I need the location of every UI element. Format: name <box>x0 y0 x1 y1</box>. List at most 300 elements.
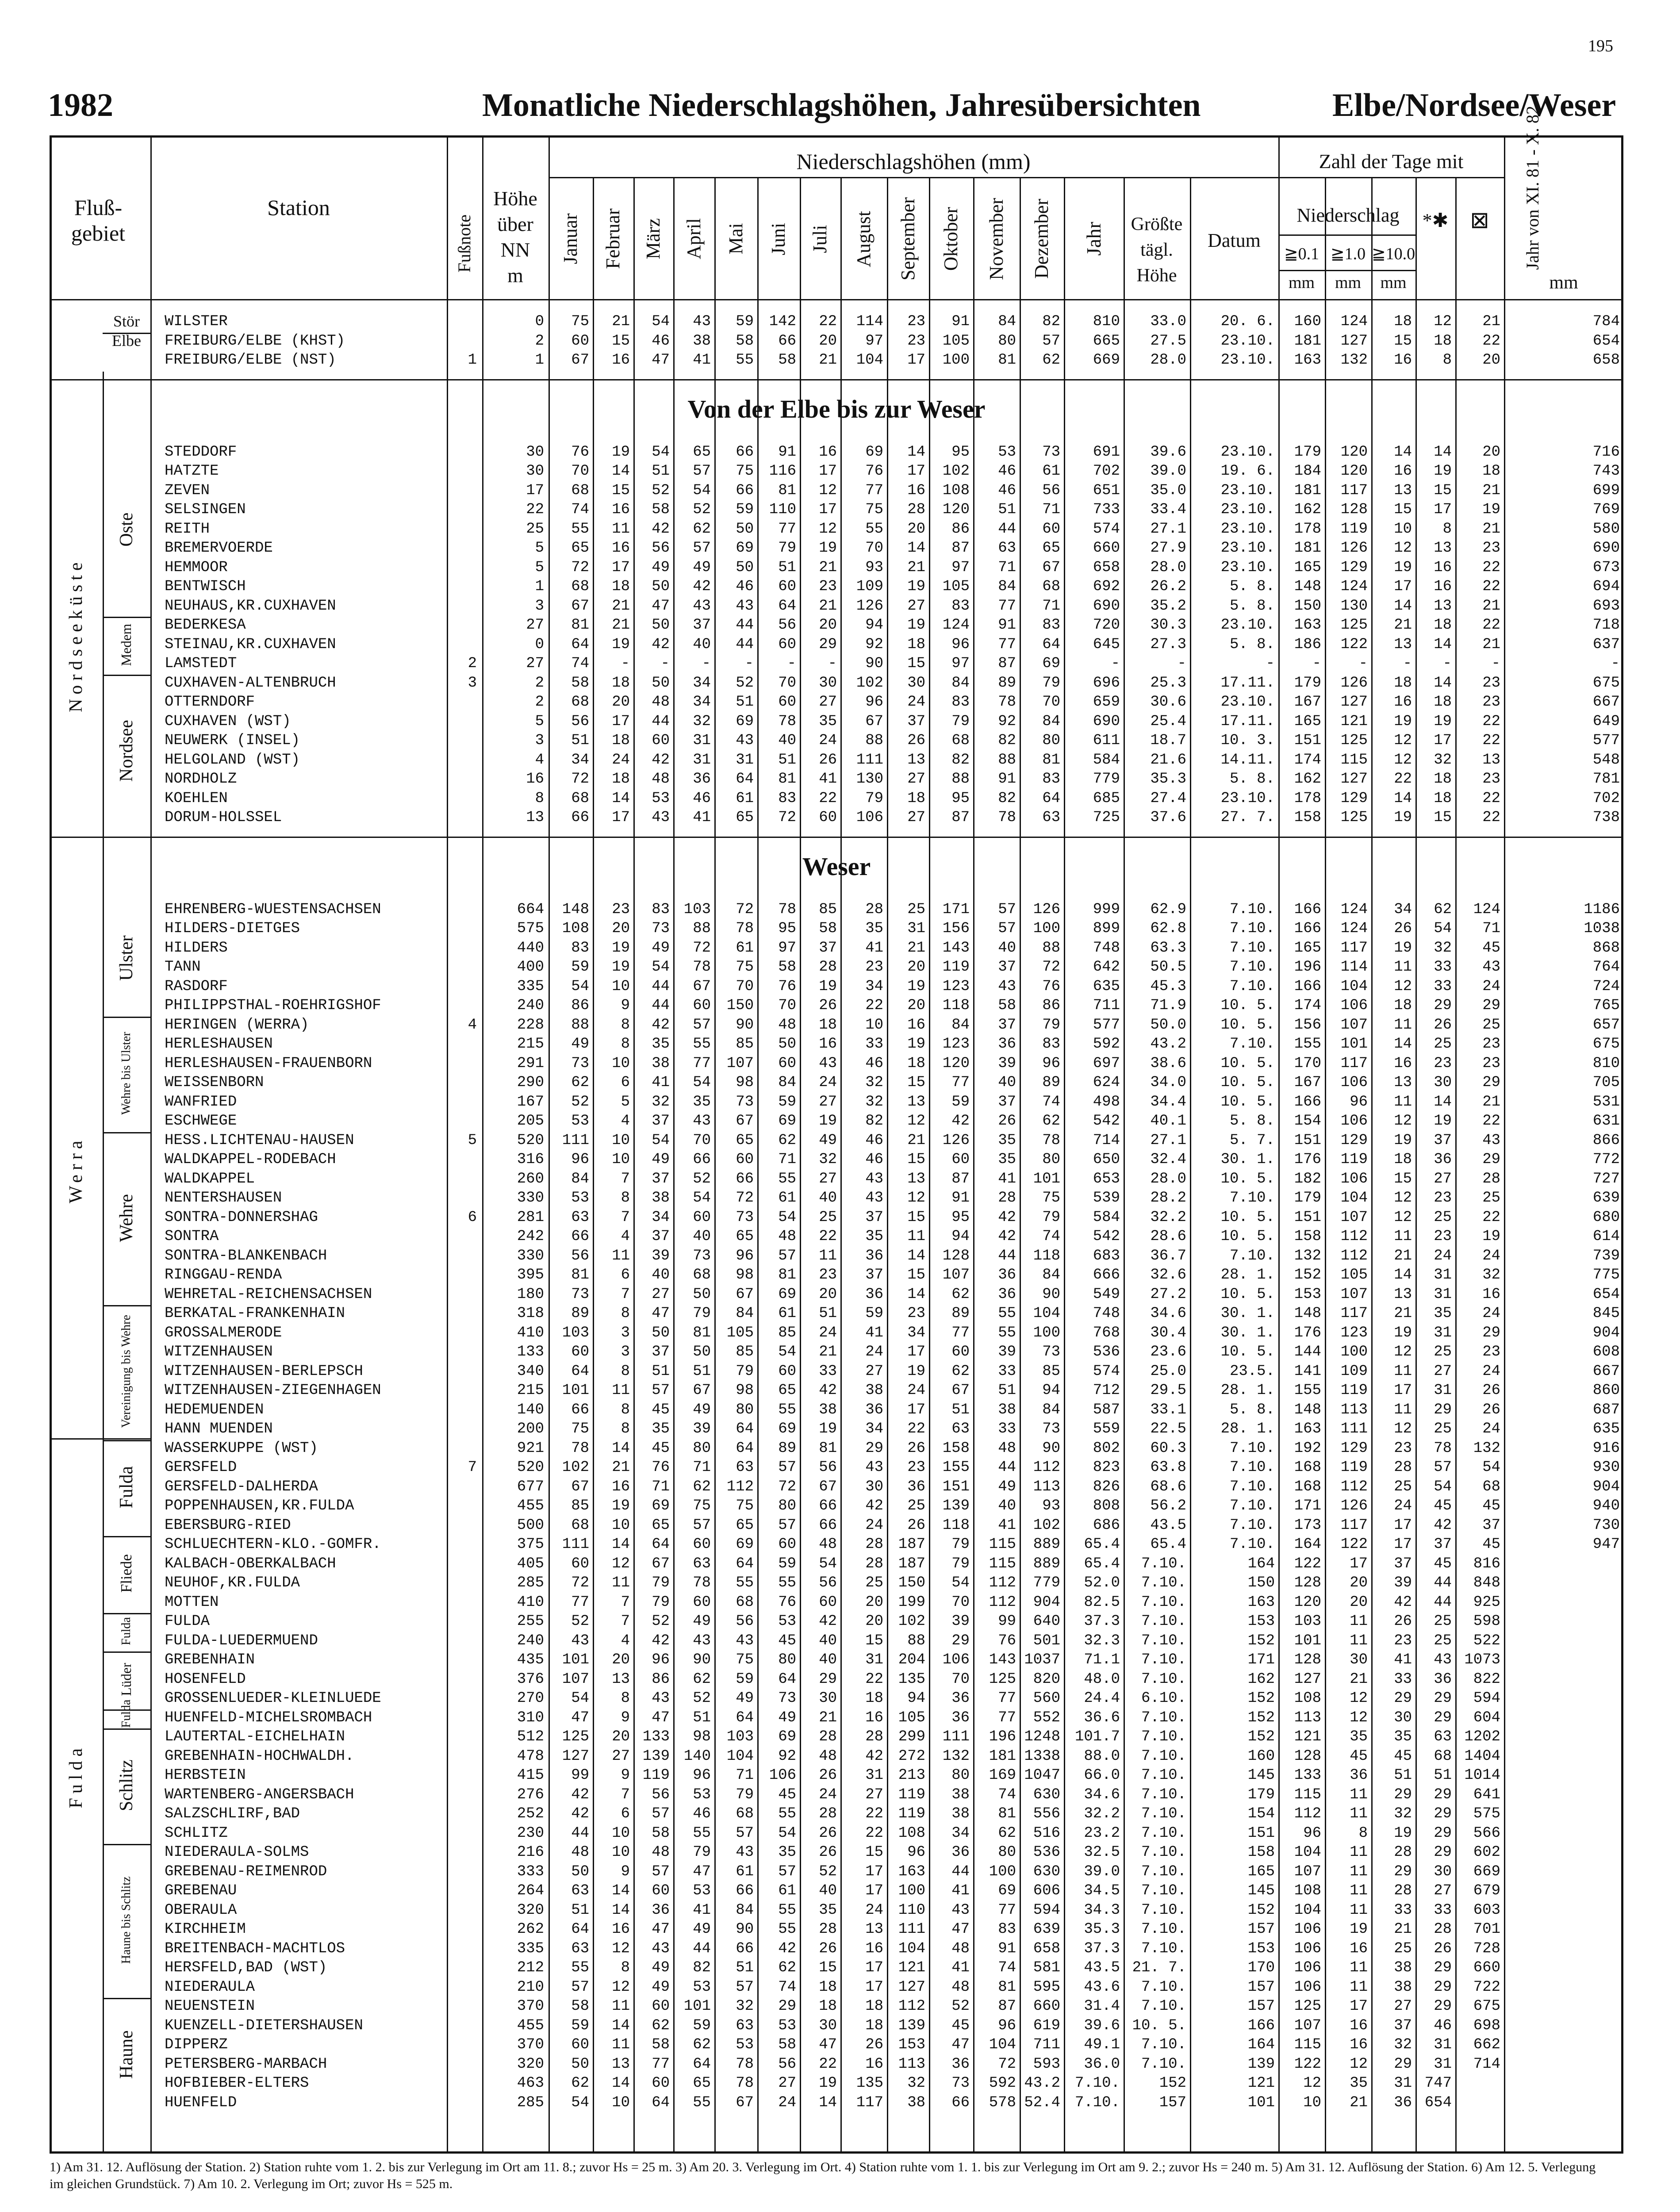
table-row <box>50 2074 1623 2093</box>
height-value: 0 <box>535 636 544 653</box>
cell-value: 54 <box>778 1344 796 1360</box>
cell-value: 705 <box>1592 1074 1620 1091</box>
cell-value: 32 <box>736 1998 754 2015</box>
height-value: 8 <box>535 790 544 807</box>
cell-value: 18 <box>819 1978 837 1996</box>
cell-value: 1186 <box>1584 901 1620 918</box>
cell-value: 37 <box>819 939 837 956</box>
cell-value: 125 <box>989 1671 1016 1688</box>
cell-value: 7.10. <box>1229 978 1275 995</box>
cell-value: 64 <box>571 636 589 653</box>
cell-value: 86 <box>1042 997 1060 1014</box>
cell-value: 46 <box>693 790 711 807</box>
cell-value: 26.2 <box>1150 578 1186 595</box>
cell-value: 106 <box>856 809 883 826</box>
cell-value: 8 <box>621 1305 630 1322</box>
cell-value: 46 <box>998 463 1016 480</box>
cell-value: 64 <box>778 597 796 614</box>
cell-value: 36 <box>998 1267 1016 1283</box>
cell-value: 111 <box>898 1921 925 1938</box>
cell-value: 7.10. <box>1229 1517 1275 1534</box>
cell-value: 79 <box>736 1363 754 1380</box>
cell-value: 20 <box>1350 1594 1368 1611</box>
cell-value: 44 <box>652 713 670 730</box>
cell-value: 24.4 <box>1084 1690 1120 1707</box>
cell-value: 17.11. <box>1220 713 1275 730</box>
cell-value: 35 <box>998 1151 1016 1168</box>
cell-value: 72 <box>736 901 754 918</box>
cell-value: 25 <box>819 1209 837 1226</box>
cell-value: 98 <box>736 1074 754 1091</box>
cell-value: 151 <box>942 1478 970 1495</box>
cell-value: 37 <box>1394 2017 1412 2034</box>
cell-value: 74 <box>571 655 589 672</box>
cell-value: 52 <box>693 1690 711 1707</box>
cell-value: 100 <box>989 1863 1016 1880</box>
cell-value: 16 <box>907 1016 925 1033</box>
cell-value: 34.0 <box>1150 1074 1186 1091</box>
cell-value: 57 <box>1042 332 1060 349</box>
station-name: LAMSTEDT <box>165 655 237 672</box>
snow-thunder-icon: *✱ <box>1422 210 1449 231</box>
cell-value: 694 <box>1592 578 1620 595</box>
cell-value: 64 <box>736 1709 754 1726</box>
cell-value: 176 <box>1294 1151 1321 1168</box>
cell-value: 69 <box>778 1286 796 1303</box>
cell-value: 51 <box>693 1709 711 1726</box>
cell-value: 36 <box>951 2055 970 2073</box>
cell-value: 33 <box>1434 959 1452 975</box>
cell-value: 39.0 <box>1150 463 1186 480</box>
cell-value: 55 <box>693 2094 711 2111</box>
height-value: 30 <box>526 463 544 480</box>
cell-value: 162 <box>1294 771 1321 787</box>
height-value: 478 <box>517 1747 544 1765</box>
cell-value: 587 <box>1093 1401 1120 1418</box>
cell-value: 90 <box>865 655 883 672</box>
cell-value: 566 <box>1473 1824 1500 1842</box>
cell-value: 51 <box>571 732 589 749</box>
cell-value: 50 <box>652 578 670 595</box>
station-name: BEDERKESA <box>165 617 246 634</box>
cell-value: 624 <box>1093 1074 1120 1091</box>
cell-value: 31 <box>736 751 754 768</box>
cell-value: 20. 6. <box>1220 313 1275 330</box>
cell-value: 34 <box>1394 901 1412 918</box>
cell-value: 60 <box>652 2075 670 2092</box>
cell-value: 62 <box>571 1074 589 1091</box>
cell-value: 60 <box>778 1363 796 1380</box>
cell-value: 78 <box>736 2055 754 2073</box>
cell-value: 94 <box>907 1690 925 1707</box>
cell-value: 57 <box>1434 1459 1452 1476</box>
table-row <box>50 1343 1623 1362</box>
station-name: HUENFELD <box>165 2094 237 2111</box>
cell-value: 40 <box>998 1074 1016 1091</box>
cell-value: 38 <box>907 2094 925 2111</box>
cell-value: 71 <box>778 1151 796 1168</box>
cell-value: 714 <box>1093 1132 1120 1149</box>
cell-value: 28 <box>819 1728 837 1745</box>
cell-value: 127 <box>898 1978 925 1996</box>
cell-value: 7.10. <box>1229 1440 1275 1457</box>
cell-value: 35 <box>652 1421 670 1437</box>
cell-value: 28 <box>1394 1459 1412 1476</box>
cell-value: 47 <box>693 1863 711 1880</box>
cell-value: 125 <box>562 1728 589 1745</box>
height-value: 285 <box>517 1575 544 1591</box>
cell-value: 81 <box>571 1267 589 1283</box>
cell-value: 56 <box>571 713 589 730</box>
cell-value: 9 <box>621 1863 630 1880</box>
cell-value: 679 <box>1473 1882 1500 1899</box>
cell-value: 139 <box>1247 2055 1275 2073</box>
cell-value: 25 <box>865 1575 883 1591</box>
cell-value: 152 <box>1247 1901 1275 1919</box>
cell-value: 96 <box>1350 1093 1368 1110</box>
cell-value: 7.10. <box>1141 1978 1186 1996</box>
table-row <box>50 1247 1623 1266</box>
cell-value: 17 <box>1394 1536 1412 1553</box>
cell-value: 118 <box>1033 1247 1060 1264</box>
height-value: 0 <box>535 313 544 330</box>
cell-value: 654 <box>1592 1286 1620 1303</box>
cell-value: 80 <box>778 1651 796 1668</box>
table-row <box>50 351 1623 370</box>
cell-value: 91 <box>778 443 796 461</box>
cell-value: 7.10. <box>1141 1651 1186 1668</box>
cell-value: 65.4 <box>1084 1536 1120 1553</box>
cell-value: 61 <box>736 1863 754 1880</box>
cell-value: 57 <box>778 1863 796 1880</box>
cell-value: 54 <box>1482 1459 1500 1476</box>
river-group-label: Fulda <box>119 1617 133 1646</box>
cell-value: 7.10. <box>1229 1536 1275 1553</box>
cell-value: 14 <box>612 790 630 807</box>
cell-value: 78 <box>1042 1132 1060 1149</box>
cell-value: 14 <box>612 2075 630 2092</box>
cell-value: 49 <box>736 1690 754 1707</box>
cell-value: 76 <box>778 1594 796 1611</box>
cell-value: 70 <box>693 1132 711 1149</box>
cell-value: - <box>621 655 630 672</box>
cell-value: 85 <box>1042 1363 1060 1380</box>
station-name: SELSINGEN <box>165 501 246 518</box>
cell-value: 724 <box>1592 978 1620 995</box>
table-row <box>50 597 1623 616</box>
cell-value: 14 <box>907 443 925 461</box>
cell-value: 10. 3. <box>1220 732 1275 749</box>
cell-value: 39 <box>998 1344 1016 1360</box>
cell-value: 38 <box>951 1786 970 1803</box>
cell-value: 70 <box>778 997 796 1014</box>
cell-value: 82 <box>998 732 1016 749</box>
cell-value: 28.0 <box>1150 352 1186 369</box>
table-row <box>50 1786 1623 1805</box>
cell-value: 577 <box>1093 1016 1120 1033</box>
cell-value: 128 <box>1294 1575 1321 1591</box>
cell-value: 28 <box>865 1728 883 1745</box>
height-value: 455 <box>517 1498 544 1514</box>
cell-value: 18 <box>819 1016 837 1033</box>
cell-value: 174 <box>1294 997 1321 1014</box>
cell-value: 699 <box>1592 482 1620 499</box>
cell-value: 47 <box>652 1921 670 1938</box>
cell-value: 584 <box>1093 1209 1120 1226</box>
cell-value: 29 <box>1434 1786 1452 1803</box>
cell-value: 57 <box>693 1016 711 1033</box>
cell-value: 22 <box>1482 578 1500 595</box>
cell-value: 594 <box>1473 1690 1500 1707</box>
cell-value: 37.3 <box>1084 1940 1120 1957</box>
cell-value: 90 <box>1042 1286 1060 1303</box>
cell-value: 100 <box>1033 1324 1060 1341</box>
cell-value: 34.6 <box>1150 1305 1186 1322</box>
cell-value: 119 <box>942 959 970 975</box>
cell-value: 37 <box>693 617 711 634</box>
cell-value: 23 <box>1482 771 1500 787</box>
cell-value: 7.10. <box>1229 1478 1275 1495</box>
cell-value: 19 <box>1394 1132 1412 1149</box>
height-value: 27 <box>526 617 544 634</box>
cell-value: 93 <box>1042 1498 1060 1514</box>
cell-value: 96 <box>1303 1824 1321 1842</box>
cell-value: 23 <box>1434 1190 1452 1206</box>
cell-value: 70 <box>1042 694 1060 710</box>
cell-value: 58 <box>652 501 670 518</box>
cell-value: 816 <box>1473 1555 1500 1572</box>
cell-value: 17 <box>865 1978 883 1996</box>
cell-value: 62 <box>951 1286 970 1303</box>
cell-value: 163 <box>898 1863 925 1880</box>
cell-value: 81 <box>819 1440 837 1457</box>
cell-value: 41 <box>1394 1651 1412 1668</box>
cell-value: 104 <box>1294 1844 1321 1861</box>
cell-value: 690 <box>1093 597 1120 614</box>
cell-value: 29 <box>1434 1709 1452 1726</box>
cell-value: 63 <box>1042 809 1060 826</box>
cell-value: 92 <box>778 1747 796 1765</box>
cell-value: 702 <box>1592 790 1620 807</box>
cell-value: 84 <box>998 578 1016 595</box>
cell-value: 119 <box>1340 520 1368 538</box>
cell-value: 97 <box>951 559 970 576</box>
cell-value: 25 <box>907 901 925 918</box>
cell-value: 19 <box>612 636 630 653</box>
cell-value: 60 <box>571 332 589 349</box>
cell-value: 181 <box>1294 540 1321 557</box>
cell-value: 13 <box>907 1093 925 1110</box>
cell-value: 87 <box>951 1170 970 1187</box>
cell-value: 50 <box>778 1036 796 1052</box>
cell-value: 26 <box>1394 1613 1412 1630</box>
cell-value: 32 <box>652 1093 670 1110</box>
cell-value: 73 <box>778 1690 796 1707</box>
cell-value: 50 <box>693 1286 711 1303</box>
cell-value: 60.3 <box>1150 1440 1186 1457</box>
cell-value: 49 <box>693 1921 711 1938</box>
table-row <box>50 1439 1623 1459</box>
cell-value: 686 <box>1093 1517 1120 1534</box>
cell-value: 120 <box>1340 443 1368 461</box>
cell-value: 10 <box>612 978 630 995</box>
cell-value: 14 <box>612 1901 630 1919</box>
cell-value: 60 <box>693 997 711 1014</box>
cell-value: 26 <box>865 2036 883 2053</box>
cell-value: 51 <box>736 1959 754 1976</box>
cell-value: 11 <box>1394 1401 1412 1418</box>
cell-value: 43.2 <box>1150 1036 1186 1052</box>
cell-value: 17 <box>612 809 630 826</box>
cell-value: 899 <box>1093 920 1120 937</box>
cell-value: 34 <box>693 674 711 691</box>
cell-value: 35 <box>819 713 837 730</box>
hail-box-icon: ⊠ <box>1470 208 1489 233</box>
cell-value: 88 <box>693 920 711 937</box>
cell-value: 29 <box>1482 1324 1500 1341</box>
cell-value: 20 <box>1482 443 1500 461</box>
cell-value: 17 <box>907 352 925 369</box>
cell-value: 90 <box>1042 1440 1060 1457</box>
cell-value: 17 <box>907 1344 925 1360</box>
cell-value: 40 <box>652 1267 670 1283</box>
cell-value: 47 <box>652 597 670 614</box>
cell-value: 75 <box>1042 1190 1060 1206</box>
cell-value: 78 <box>736 2075 754 2092</box>
cell-value: 11 <box>1350 1632 1368 1649</box>
cell-value: 19 <box>819 978 837 995</box>
cell-value: 8 <box>621 1401 630 1418</box>
cell-value: 79 <box>736 1786 754 1803</box>
cell-value: 21 <box>1482 636 1500 653</box>
cell-value: 178 <box>1294 790 1321 807</box>
cell-value: 34 <box>652 1209 670 1226</box>
cell-value: 7.10. <box>1141 1998 1186 2015</box>
cell-value: 28 <box>907 501 925 518</box>
cell-value: 15 <box>865 1844 883 1861</box>
cell-value: 106 <box>1294 1921 1321 1938</box>
cell-value: 67 <box>951 1382 970 1399</box>
station-name: WITZENHAUSEN <box>165 1344 273 1360</box>
cell-value: 111 <box>562 1536 589 1553</box>
cell-value: 21 <box>819 352 837 369</box>
cell-value: 81 <box>693 1324 711 1341</box>
cell-value: 72 <box>736 1190 754 1206</box>
cell-value: 42 <box>571 1805 589 1822</box>
table-row <box>50 1073 1623 1093</box>
height-value: 370 <box>517 2036 544 2053</box>
cell-value: 71.9 <box>1150 997 1186 1014</box>
cell-value: 36 <box>693 771 711 787</box>
cell-value: 18 <box>1394 313 1412 330</box>
cell-value: 54 <box>778 1824 796 1842</box>
cell-value: 635 <box>1093 978 1120 995</box>
cell-value: 15 <box>1394 332 1412 349</box>
cell-value: 58 <box>652 1824 670 1842</box>
height-value: 228 <box>517 1016 544 1033</box>
cell-value: 107 <box>1294 2017 1321 2034</box>
cell-value: 35 <box>998 1132 1016 1149</box>
table-row <box>50 1632 1623 1651</box>
height-value: 200 <box>517 1421 544 1437</box>
cell-value: 69 <box>865 443 883 461</box>
cell-value: 160 <box>1294 313 1321 330</box>
cell-value: 66 <box>736 482 754 499</box>
cell-value: 84 <box>1042 1401 1060 1418</box>
river-group-label: Nordsee <box>116 719 137 782</box>
cell-value: 32 <box>693 713 711 730</box>
height-value: 285 <box>517 2094 544 2111</box>
cell-value: 68 <box>1482 1478 1500 1495</box>
cell-value: 7.10. <box>1141 1863 1186 1880</box>
cell-value: 103 <box>1294 1613 1321 1630</box>
cell-value: 35 <box>778 1844 796 1861</box>
cell-value: 36 <box>951 1844 970 1861</box>
cell-value: 19 <box>612 1498 630 1514</box>
station-name: NORDHOLZ <box>165 771 237 787</box>
cell-value: 22 <box>865 1805 883 1822</box>
cell-value: 126 <box>856 597 883 614</box>
cell-value: 13 <box>612 2055 630 2073</box>
cell-value: 687 <box>1592 1401 1620 1418</box>
cell-value: 17 <box>865 1959 883 1976</box>
cell-value: 60 <box>652 1998 670 2015</box>
cell-value: 54 <box>693 482 711 499</box>
cell-value: 165 <box>1294 939 1321 956</box>
cell-value: 52 <box>571 1093 589 1110</box>
cell-value: 23 <box>907 332 925 349</box>
cell-value: 43 <box>819 1055 837 1072</box>
cell-value: 10. 5. <box>1220 1209 1275 1226</box>
cell-value: 139 <box>898 2017 925 2034</box>
cell-value: 24 <box>865 1344 883 1360</box>
cell-value: 14 <box>1394 597 1412 614</box>
cell-value: 542 <box>1093 1113 1120 1129</box>
table-row <box>50 1978 1623 1997</box>
cell-value: 44 <box>1434 1594 1452 1611</box>
cell-value: 64 <box>652 2094 670 2111</box>
cell-value: 13 <box>1482 751 1500 768</box>
cell-value: 101 <box>1247 2094 1275 2111</box>
cell-value: 7 <box>621 1613 630 1630</box>
cell-value: 37 <box>998 959 1016 975</box>
cell-value: 55 <box>736 352 754 369</box>
cell-value: 52 <box>652 482 670 499</box>
cell-value: 58 <box>998 997 1016 1014</box>
cell-value: 126 <box>942 1132 970 1149</box>
cell-value: 22 <box>865 997 883 1014</box>
cell-value: 12 <box>1350 1709 1368 1726</box>
cell-value: 25.4 <box>1150 713 1186 730</box>
cell-value: 768 <box>1093 1324 1120 1341</box>
cell-value: 127 <box>1340 694 1368 710</box>
cell-value: 19 <box>1350 1921 1368 1938</box>
cell-value: 595 <box>1033 1978 1060 1996</box>
cell-value: 35 <box>819 1901 837 1919</box>
cell-value: 77 <box>652 2055 670 2073</box>
table-row <box>50 443 1623 462</box>
cell-value: 142 <box>769 313 796 330</box>
cell-value: 27.5 <box>1150 332 1186 349</box>
cell-value: 55 <box>693 1036 711 1052</box>
cell-value: 63 <box>693 1555 711 1572</box>
cell-value: 67 <box>865 713 883 730</box>
cell-value: 28 <box>819 1805 837 1822</box>
cell-value: 22 <box>1482 1209 1500 1226</box>
cell-value: 48 <box>652 771 670 787</box>
cell-value: 23 <box>907 1305 925 1322</box>
cell-value: 24 <box>819 732 837 749</box>
